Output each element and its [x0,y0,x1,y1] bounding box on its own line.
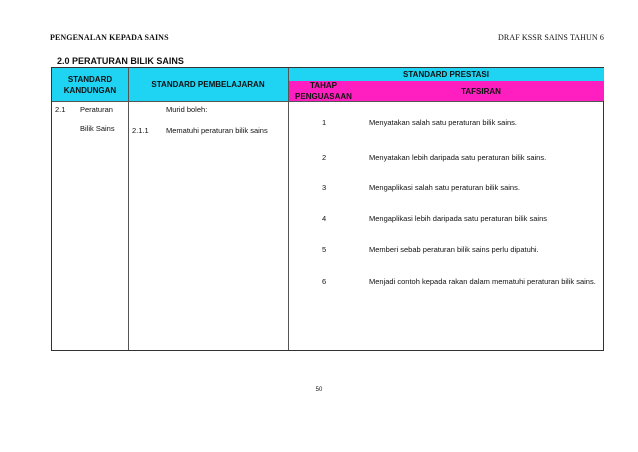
page-number: 50 [315,387,323,393]
pembelajaran-intro: Murid boleh: [166,105,208,114]
level-description: Menyatakan lebih daripada satu peraturan bilik sains. [369,153,547,162]
header-divider [52,101,603,102]
level-description: Memberi sebab peraturan bilik sains perlu dipatuhi. [369,245,539,254]
kandungan-title-line2: Bilik Sains [80,124,115,133]
header-standard-kandungan: STANDARD KANDUNGAN [52,68,128,101]
level-description: Mengaplikasi lebih daripada satu peraturan bilik sains [369,214,548,223]
level-description: Mengaplikasi salah satu peraturan bilik sains. [369,183,520,192]
level-description: Menyatakan salah satu peraturan bilik sains. [369,118,518,127]
running-header-right: DRAF KSSR SAINS TAHUN 6 [498,33,604,42]
kandungan-title-line1: Peraturan [80,105,113,114]
column-divider [128,68,129,350]
pembelajaran-text: Mematuhi peraturan bilik sains [166,126,268,135]
level-description: Menjadi contoh kepada rakan dalam mematuhi peraturan bilik sains. [369,277,596,286]
header-tafsiran: TAFSIRAN [358,81,604,101]
header-tahap-penguasaan: TAHAP PENGUASAAN [288,81,358,101]
level-number: 4 [322,214,327,223]
pembelajaran-number: 2.1.1 [132,126,149,135]
running-header-left: PENGENALAN KEPADA SAINS [50,33,169,42]
level-number: 6 [322,277,327,286]
header-standard-prestasi: STANDARD PRESTASI [288,68,604,81]
section-title: 2.0 PERATURAN BILIK SAINS [57,56,184,66]
level-number: 5 [322,245,327,254]
level-number: 1 [322,118,327,127]
kandungan-number: 2.1 [55,105,66,114]
column-divider [288,68,289,350]
header-standard-pembelajaran: STANDARD PEMBELAJARAN [128,68,288,101]
level-number: 3 [322,183,327,192]
standards-table [51,67,604,351]
level-number: 2 [322,153,327,162]
